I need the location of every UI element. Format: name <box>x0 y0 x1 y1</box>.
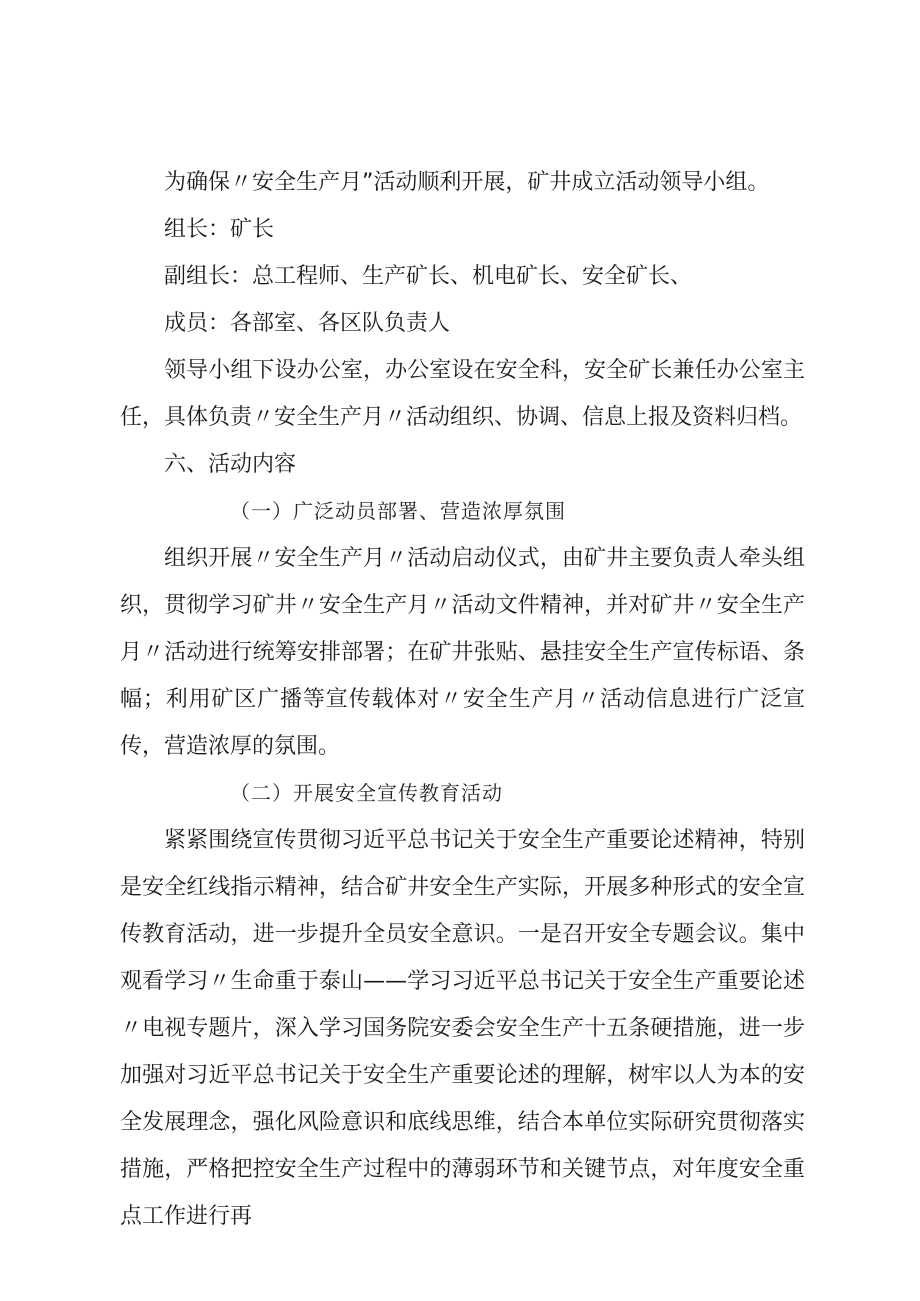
subsection-heading-2-text: （二）开展安全宣传教育活动 <box>230 781 503 805</box>
paragraph-deputy-leader: 副组长：总工程师、生产矿长、机电矿长、安全矿长、 <box>164 264 693 289</box>
paragraph-office: 领导小组下设办公室，办公室设在安全科，安全矿长兼任办公室主任，具体负责〃安全生产月〃活动组织、协调、信息上报及资料归档。 <box>120 358 805 430</box>
subsection-heading-1 <box>120 488 805 535</box>
paragraph-leader: 组长：矿长 <box>164 217 275 242</box>
paragraph-intro: 为确保〃安全生产月”活动顺利开展，矿井成立活动领导小组。 <box>164 170 770 195</box>
paragraph-mobilization: 组织开展〃安全生产月〃活动启动仪式，由矿井主要负责人牵头组织，贯彻学习矿井〃安全生产月〃活动文件精神，并对矿井〃安全生产月〃活动进行统筹安排部署；在矿井张贴、悬挂安全生产宣传标语、条幅；利用矿区广播等宣传载体对〃安全生产月〃活动信息进行广泛宣传，营造浓厚的氛围。 <box>120 546 805 759</box>
document-body <box>120 159 805 1240</box>
paragraph-education: 紧紧围绕宣传贯彻习近平总书记关于安全生产重要论述精神，特别是安全红线指示精神，结合矿井安全生产实际，开展多种形式的安全宣传教育活动，进一步提升全员安全意识。一是召开安全专题会议。集中观看学习〃生命重于泰山——学习习近平总书记关于安全生产重要论述〃电视专题片，深入学习国务院安委会安全生产十五条硬措施，进一步加强对习近平总书记关于安全生产重要论述的理解，树牢以人为本的安全发展理念，强化风险意识和底线思维，结合本单位实际研究贯彻落实措施，严格把控安全生产过程中的薄弱环节和关键节点，对年度安全重点工作进行再 <box>120 828 805 1229</box>
subsection-heading-1-text: （一）广泛动员部署、营造浓厚氛围 <box>230 499 566 523</box>
section-heading-activity-content: 六、活动内容 <box>164 452 297 477</box>
paragraph-members: 成员：各部室、各区队负责人 <box>164 311 451 336</box>
subsection-heading-2 <box>120 770 805 817</box>
